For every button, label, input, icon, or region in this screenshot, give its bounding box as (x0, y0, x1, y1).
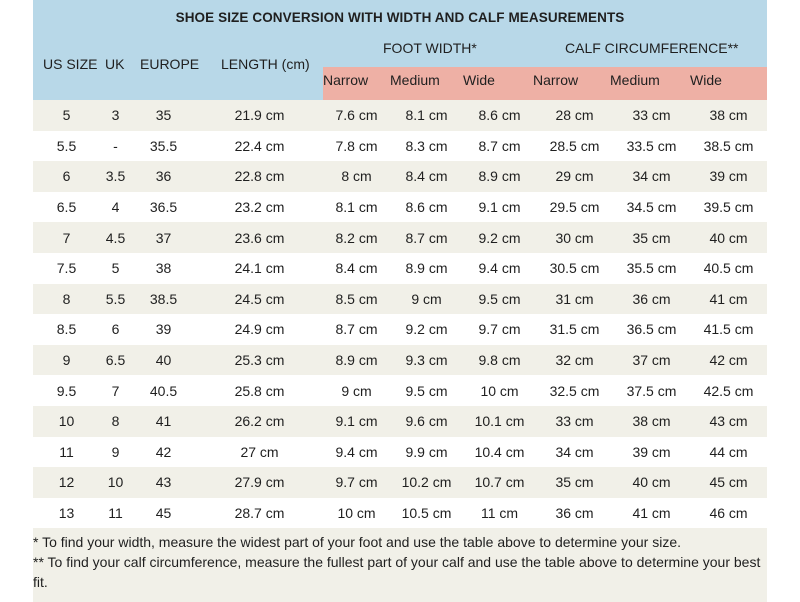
table-cell: 6 (100, 314, 131, 345)
table-row (33, 406, 767, 437)
table-row (33, 375, 767, 406)
table-cell: 8.4 cm (390, 161, 463, 192)
subheader-calf-medium: Medium (610, 72, 660, 88)
table-cell: 6.5 (100, 345, 131, 376)
table-cell: 36 cm (613, 284, 690, 315)
table-cell: 10.1 cm (463, 406, 536, 437)
table-cell: 9.2 cm (390, 314, 463, 345)
header-calf-circumference: CALF CIRCUMFERENCE** (565, 40, 739, 56)
table-cell: 8.7 cm (390, 222, 463, 253)
table-cell: 5.5 (100, 284, 131, 315)
table-cell: 11 (33, 437, 100, 468)
table-cell: 43 (131, 467, 196, 498)
table-cell: 36 cm (536, 498, 613, 529)
table-cell: 7.6 cm (323, 100, 390, 131)
table-cell: 9.1 cm (463, 192, 536, 223)
table-cell: 33.5 cm (613, 131, 690, 162)
table-cell: 8.9 cm (463, 161, 536, 192)
table-cell: 8.5 cm (323, 284, 390, 315)
table-cell: 11 (100, 498, 131, 529)
table-header (33, 0, 767, 100)
table-cell: 8.1 cm (390, 100, 463, 131)
table-cell: 38 (131, 253, 196, 284)
table-cell: 5.5 (33, 131, 100, 162)
table-cell: 38.5 (131, 284, 196, 315)
table-cell: 9 (33, 345, 100, 376)
table-cell: 24.1 cm (196, 253, 323, 284)
table-cell: 8.3 cm (390, 131, 463, 162)
table-cell: 38 cm (613, 406, 690, 437)
header-us-size: US SIZE (43, 56, 98, 72)
table-cell: 35.5 (131, 131, 196, 162)
table-cell: 25.3 cm (196, 345, 323, 376)
size-chart (33, 0, 767, 600)
table-row (33, 437, 767, 468)
table-cell: 10.4 cm (463, 437, 536, 468)
chart-title: SHOE SIZE CONVERSION WITH WIDTH AND CALF MEASUREMENTS (175, 10, 625, 25)
table-cell: 5 (33, 100, 100, 131)
table-cell: 12 (33, 467, 100, 498)
table-cell: 21.9 cm (196, 100, 323, 131)
table-row (33, 345, 767, 376)
table-cell: 9.5 cm (463, 284, 536, 315)
table-cell: 10 cm (323, 498, 390, 529)
header-europe: EUROPE (140, 56, 200, 72)
size-table (33, 100, 767, 528)
footnotes (33, 528, 767, 602)
table-cell: 28.5 cm (536, 131, 613, 162)
table-cell: 7.5 (33, 253, 100, 284)
table-cell: 41 cm (613, 498, 690, 529)
table-cell: 41 cm (690, 284, 767, 315)
table-cell: 9 (100, 437, 131, 468)
table-row (33, 131, 767, 162)
table-cell: 35 (131, 100, 196, 131)
table-cell: 27.9 cm (196, 467, 323, 498)
table-cell: 7.8 cm (323, 131, 390, 162)
table-cell: 40 cm (690, 222, 767, 253)
table-cell: 13 (33, 498, 100, 529)
table-cell: 28.7 cm (196, 498, 323, 529)
table-row (33, 284, 767, 315)
table-cell: 9.7 cm (463, 314, 536, 345)
table-cell: 31.5 cm (536, 314, 613, 345)
table-row (33, 222, 767, 253)
table-row (33, 467, 767, 498)
table-cell: 9.1 cm (323, 406, 390, 437)
table-cell: 10 cm (463, 375, 536, 406)
table-cell: 37 (131, 222, 196, 253)
table-cell: 23.6 cm (196, 222, 323, 253)
table-cell: 9 cm (390, 284, 463, 315)
table-cell: 40 (131, 345, 196, 376)
table-cell: 34 cm (613, 161, 690, 192)
table-cell: 8 (100, 406, 131, 437)
table-row (33, 192, 767, 223)
table-cell: 44 cm (690, 437, 767, 468)
table-cell: 42 (131, 437, 196, 468)
table-cell: 35 cm (613, 222, 690, 253)
table-cell: 41 (131, 406, 196, 437)
table-cell: 22.8 cm (196, 161, 323, 192)
table-cell: 32.5 cm (536, 375, 613, 406)
table-cell: 9 cm (323, 375, 390, 406)
table-cell: 9.7 cm (323, 467, 390, 498)
table-cell: 9.4 cm (323, 437, 390, 468)
table-cell: 8.9 cm (323, 345, 390, 376)
table-cell: 3.5 (100, 161, 131, 192)
table-cell: 29 cm (536, 161, 613, 192)
table-cell: 32 cm (536, 345, 613, 376)
table-cell: 41.5 cm (690, 314, 767, 345)
table-cell: 37.5 cm (613, 375, 690, 406)
table-cell: 42 cm (690, 345, 767, 376)
table-cell: 7 (100, 375, 131, 406)
table-cell: 8 cm (323, 161, 390, 192)
table-cell: - (100, 131, 131, 162)
table-cell: 9.2 cm (463, 222, 536, 253)
table-cell: 43 cm (690, 406, 767, 437)
table-cell: 39 cm (613, 437, 690, 468)
table-cell: 34 cm (536, 437, 613, 468)
subheader-fw-narrow: Narrow (323, 72, 369, 88)
table-cell: 10 (100, 467, 131, 498)
header-uk: UK (105, 56, 125, 72)
table-cell: 10.7 cm (463, 467, 536, 498)
table-cell: 30.5 cm (536, 253, 613, 284)
table-cell: 36.5 cm (613, 314, 690, 345)
table-row (33, 498, 767, 529)
table-cell: 4 (100, 192, 131, 223)
table-cell: 6 (33, 161, 100, 192)
table-body (33, 100, 767, 528)
table-cell: 5 (100, 253, 131, 284)
table-cell: 8.4 cm (323, 253, 390, 284)
table-cell: 25.8 cm (196, 375, 323, 406)
table-cell: 35.5 cm (613, 253, 690, 284)
table-cell: 30 cm (536, 222, 613, 253)
table-cell: 10.2 cm (390, 467, 463, 498)
table-cell: 9.8 cm (463, 345, 536, 376)
table-cell: 34.5 cm (613, 192, 690, 223)
footnote-width: * To find your width, measure the widest part of your foot and use the table above to determine your size. (33, 534, 681, 551)
table-row (33, 314, 767, 345)
table-cell: 9.3 cm (390, 345, 463, 376)
header-foot-width: FOOT WIDTH* (383, 40, 477, 56)
table-cell: 23.2 cm (196, 192, 323, 223)
table-cell: 8.6 cm (390, 192, 463, 223)
table-cell: 8.9 cm (390, 253, 463, 284)
table-cell: 27 cm (196, 437, 323, 468)
table-cell: 40 cm (613, 467, 690, 498)
table-cell: 4.5 (100, 222, 131, 253)
table-cell: 8 (33, 284, 100, 315)
subheader-calf-wide: Wide (690, 72, 722, 88)
table-cell: 28 cm (536, 100, 613, 131)
table-cell: 7 (33, 222, 100, 253)
table-cell: 33 cm (536, 406, 613, 437)
table-cell: 8.7 cm (323, 314, 390, 345)
subheader-fw-wide: Wide (463, 72, 495, 88)
table-cell: 9.4 cm (463, 253, 536, 284)
table-cell: 45 cm (690, 467, 767, 498)
table-cell: 8.7 cm (463, 131, 536, 162)
table-cell: 10.5 cm (390, 498, 463, 529)
table-cell: 36 (131, 161, 196, 192)
table-cell: 31 cm (536, 284, 613, 315)
table-cell: 42.5 cm (690, 375, 767, 406)
table-cell: 3 (100, 100, 131, 131)
table-cell: 39 (131, 314, 196, 345)
subheader-calf-narrow: Narrow (533, 72, 579, 88)
table-cell: 9.5 cm (390, 375, 463, 406)
table-cell: 45 (131, 498, 196, 529)
table-cell: 37 cm (613, 345, 690, 376)
table-row (33, 100, 767, 131)
table-cell: 8.1 cm (323, 192, 390, 223)
table-row (33, 253, 767, 284)
table-cell: 10 (33, 406, 100, 437)
table-cell: 11 cm (463, 498, 536, 529)
table-cell: 8.5 (33, 314, 100, 345)
table-cell: 33 cm (613, 100, 690, 131)
table-cell: 40.5 cm (690, 253, 767, 284)
table-cell: 35 cm (536, 467, 613, 498)
table-cell: 9.6 cm (390, 406, 463, 437)
table-cell: 40.5 (131, 375, 196, 406)
table-cell: 8.2 cm (323, 222, 390, 253)
table-cell: 24.5 cm (196, 284, 323, 315)
table-cell: 36.5 (131, 192, 196, 223)
table-row (33, 161, 767, 192)
table-cell: 8.6 cm (463, 100, 536, 131)
table-cell: 39.5 cm (690, 192, 767, 223)
table-cell: 26.2 cm (196, 406, 323, 437)
table-cell: 38.5 cm (690, 131, 767, 162)
table-cell: 39 cm (690, 161, 767, 192)
table-cell: 6.5 (33, 192, 100, 223)
table-cell: 38 cm (690, 100, 767, 131)
subheader-fw-medium: Medium (390, 72, 440, 88)
header-length: LENGTH (cm) (221, 56, 310, 72)
table-cell: 9.5 (33, 375, 100, 406)
table-cell: 9.9 cm (390, 437, 463, 468)
footnote-calf: ** To find your calf circumference, measure the fullest part of your calf and use the table above to determine your best fit. (33, 554, 761, 591)
table-cell: 46 cm (690, 498, 767, 529)
table-cell: 22.4 cm (196, 131, 323, 162)
table-cell: 24.9 cm (196, 314, 323, 345)
table-cell: 29.5 cm (536, 192, 613, 223)
